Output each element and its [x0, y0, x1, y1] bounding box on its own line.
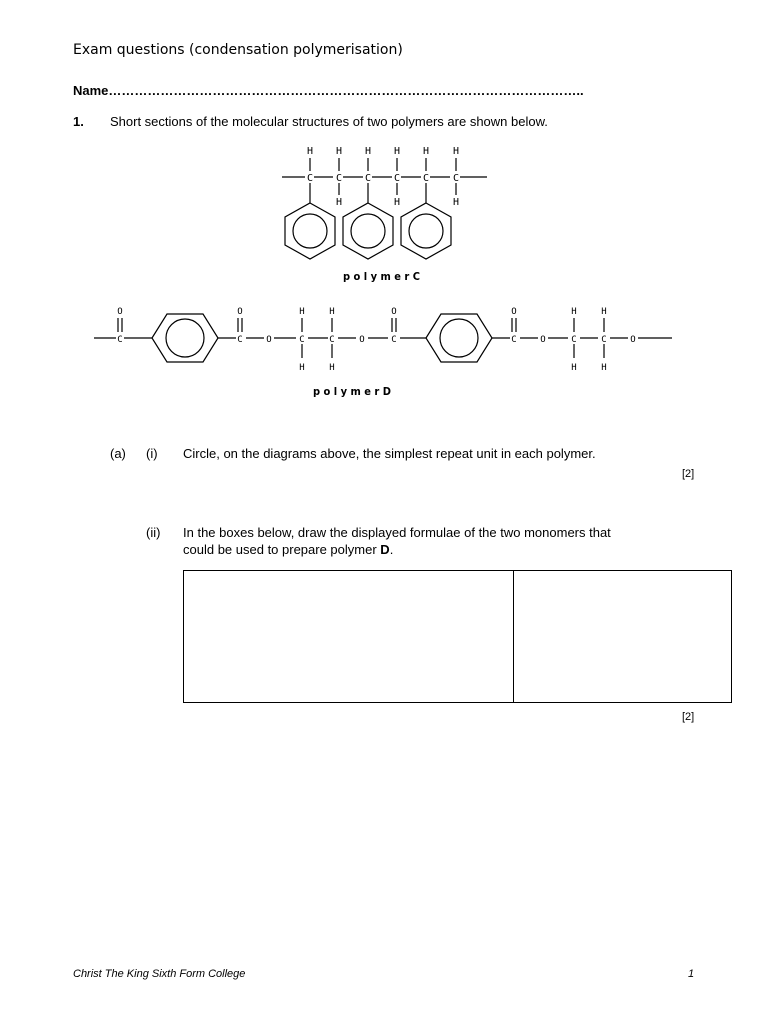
atom-c: C — [329, 335, 335, 345]
atom-o: O — [237, 307, 243, 317]
atom-c: C — [601, 335, 607, 345]
atom-h: H — [306, 146, 314, 157]
atom-o: O — [630, 335, 636, 345]
atom-h: H — [299, 363, 305, 373]
atom-o: O — [540, 335, 546, 345]
atom-h: H — [335, 146, 343, 157]
polymer-c-label: p o l y m e r C — [343, 270, 420, 283]
name-field-label: Name……………………………………………………………………………………………….. — [73, 83, 584, 98]
atom-h: H — [571, 307, 577, 317]
atom-h: H — [299, 307, 305, 317]
atom-c: C — [306, 173, 314, 184]
question-stem: Short sections of the molecular structures of two polymers are shown below. — [110, 114, 548, 129]
atom-h: H — [329, 363, 335, 373]
question-number: 1. — [73, 114, 84, 129]
footer-college: Christ The King Sixth Form College — [73, 968, 246, 980]
atom-c: C — [364, 173, 372, 184]
atom-c: C — [391, 335, 397, 345]
polymer-d-label: p o l y m e r D — [313, 385, 391, 398]
part-a-label: (a) — [110, 446, 126, 461]
atom-h: H — [393, 146, 401, 157]
atom-o: O — [117, 307, 123, 317]
atom-c: C — [335, 173, 343, 184]
polymer-c-diagram — [270, 140, 500, 290]
atom-o: O — [359, 335, 365, 345]
atom-c: C — [452, 173, 460, 184]
atom-h: H — [329, 307, 335, 317]
atom-c: C — [393, 173, 401, 184]
polymer-d-diagram — [90, 298, 680, 378]
subpart-i-text: Circle, on the diagrams above, the simplest repeat unit in each polymer. — [183, 446, 596, 461]
atom-c: C — [511, 335, 517, 345]
marks-ii: [2] — [682, 711, 695, 723]
atom-c: C — [422, 173, 430, 184]
atom-o: O — [511, 307, 517, 317]
atom-c: C — [299, 335, 305, 345]
page-title: Exam questions (condensation polymerisation) — [73, 42, 403, 58]
atom-h: H — [452, 197, 460, 208]
atom-c: C — [117, 335, 123, 345]
subpart-ii-label: (ii) — [146, 525, 161, 540]
atom-h: H — [601, 363, 607, 373]
subpart-ii-text-line2: could be used to prepare polymer D. — [183, 542, 394, 557]
atom-h: H — [422, 146, 430, 157]
atom-h: H — [452, 146, 460, 157]
subpart-ii-text-line1: In the boxes below, draw the displayed formulae of the two monomers that — [183, 525, 611, 540]
atom-c: C — [571, 335, 577, 345]
atom-h: H — [601, 307, 607, 317]
marks-i: [2] — [682, 468, 695, 480]
footer-page-number: 1 — [688, 968, 695, 980]
monomer-answer-boxes[interactable] — [183, 570, 732, 703]
atom-o: O — [391, 307, 397, 317]
subpart-i-label: (i) — [146, 446, 158, 461]
atom-h: H — [335, 197, 343, 208]
monomer-answer-box-left[interactable] — [184, 571, 514, 702]
atom-h: H — [393, 197, 401, 208]
atom-o: O — [266, 335, 272, 345]
atom-h: H — [364, 146, 372, 157]
atom-c: C — [237, 335, 243, 345]
atom-h: H — [571, 363, 577, 373]
